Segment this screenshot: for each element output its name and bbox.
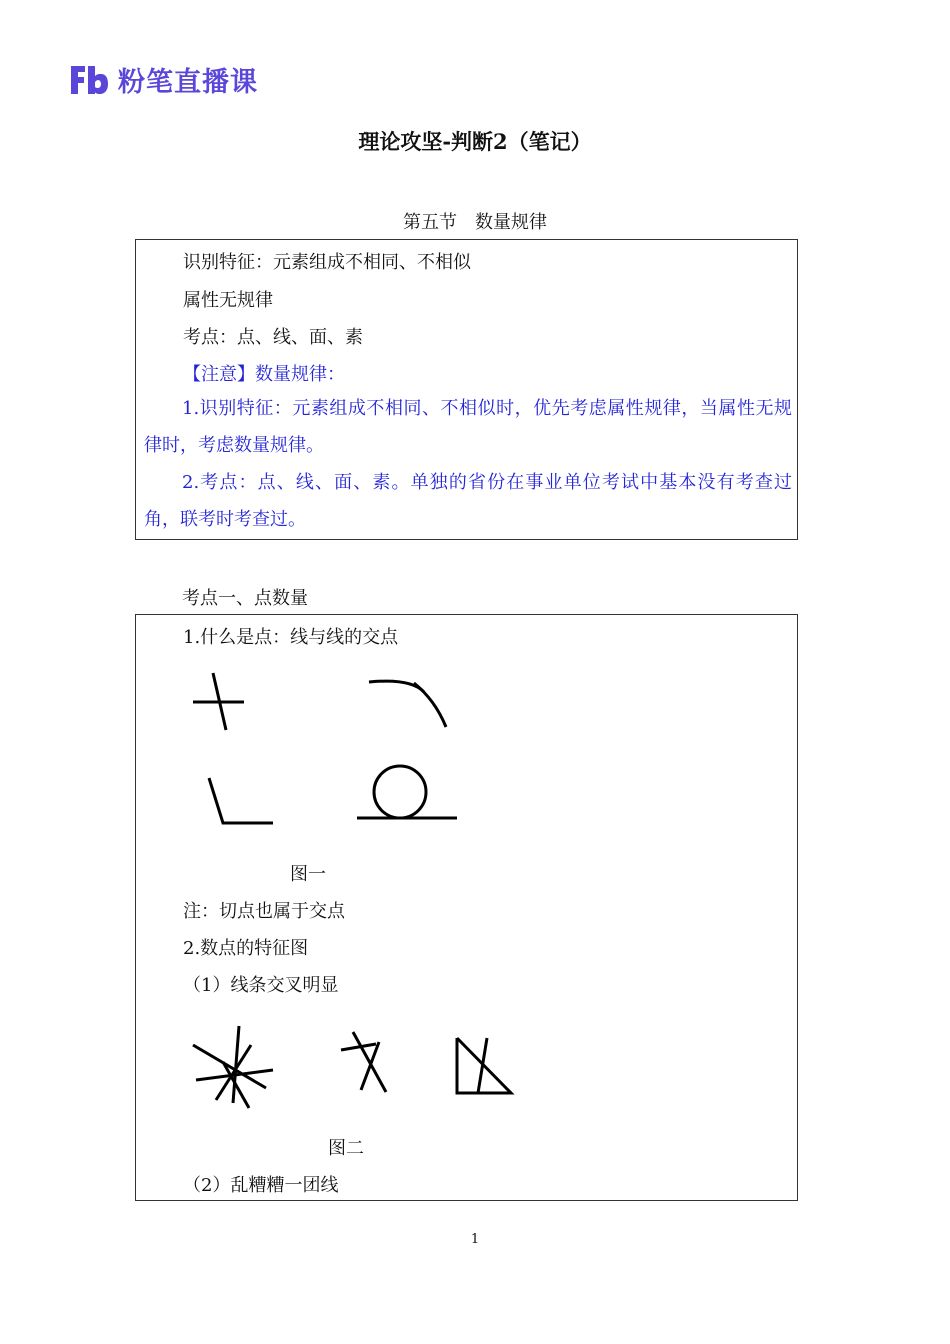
note-point-2: 2.考点：点、线、面、素。单独的省份在事业单位考试中基本没有考查过角，联考时考查过。 (144, 472, 792, 530)
test-points-line: 考点：点、线、面、素 (183, 327, 363, 348)
triangle-shape (457, 1038, 511, 1093)
starburst-shape (193, 1026, 273, 1108)
arc-cross-shape (369, 681, 446, 727)
subheading: 考点一、点数量 (182, 588, 308, 609)
cross-lines-shape (193, 673, 244, 730)
item-obvious-crossings: （1）线条交叉明显 (183, 975, 339, 996)
section-title: 第五节 数量规律 (403, 212, 547, 233)
feature-line: 识别特征：元素组成不相同、不相似 (183, 252, 471, 273)
attribute-line: 属性无规律 (183, 290, 273, 311)
question-2: 2.数点的特征图 (183, 938, 309, 959)
tangent-note: 注：切点也属于交点 (183, 901, 345, 922)
fb-logo-icon (68, 62, 110, 98)
angle-shape (209, 778, 273, 823)
page-title: 理论攻坚-判断2（笔记） (358, 129, 592, 154)
figure-1-intersections (181, 670, 481, 830)
figure-2-crossing-lines (181, 1020, 531, 1130)
figure-1-caption: 图一 (290, 864, 326, 885)
identification-box (135, 239, 798, 540)
bent-lines-shape (341, 1032, 386, 1092)
page-number: 1 (470, 1232, 480, 1247)
question-1: 1.什么是点：线与线的交点 (183, 627, 399, 648)
point-count-box (135, 614, 798, 1201)
note-heading: 【注意】数量规律： (183, 364, 345, 385)
brand-logo (68, 60, 258, 99)
item-messy-lines: （2）乱糟糟一团线 (183, 1175, 339, 1196)
brand-name: 粉笔直播课 (118, 67, 258, 98)
figure-2-caption: 图二 (328, 1138, 364, 1159)
tangent-circle-shape (357, 766, 457, 818)
note-point-1: 1.识别特征：元素组成不相同、不相似时，优先考虑属性规律，当属性无规律时，考虑数量规律。 (144, 398, 792, 456)
